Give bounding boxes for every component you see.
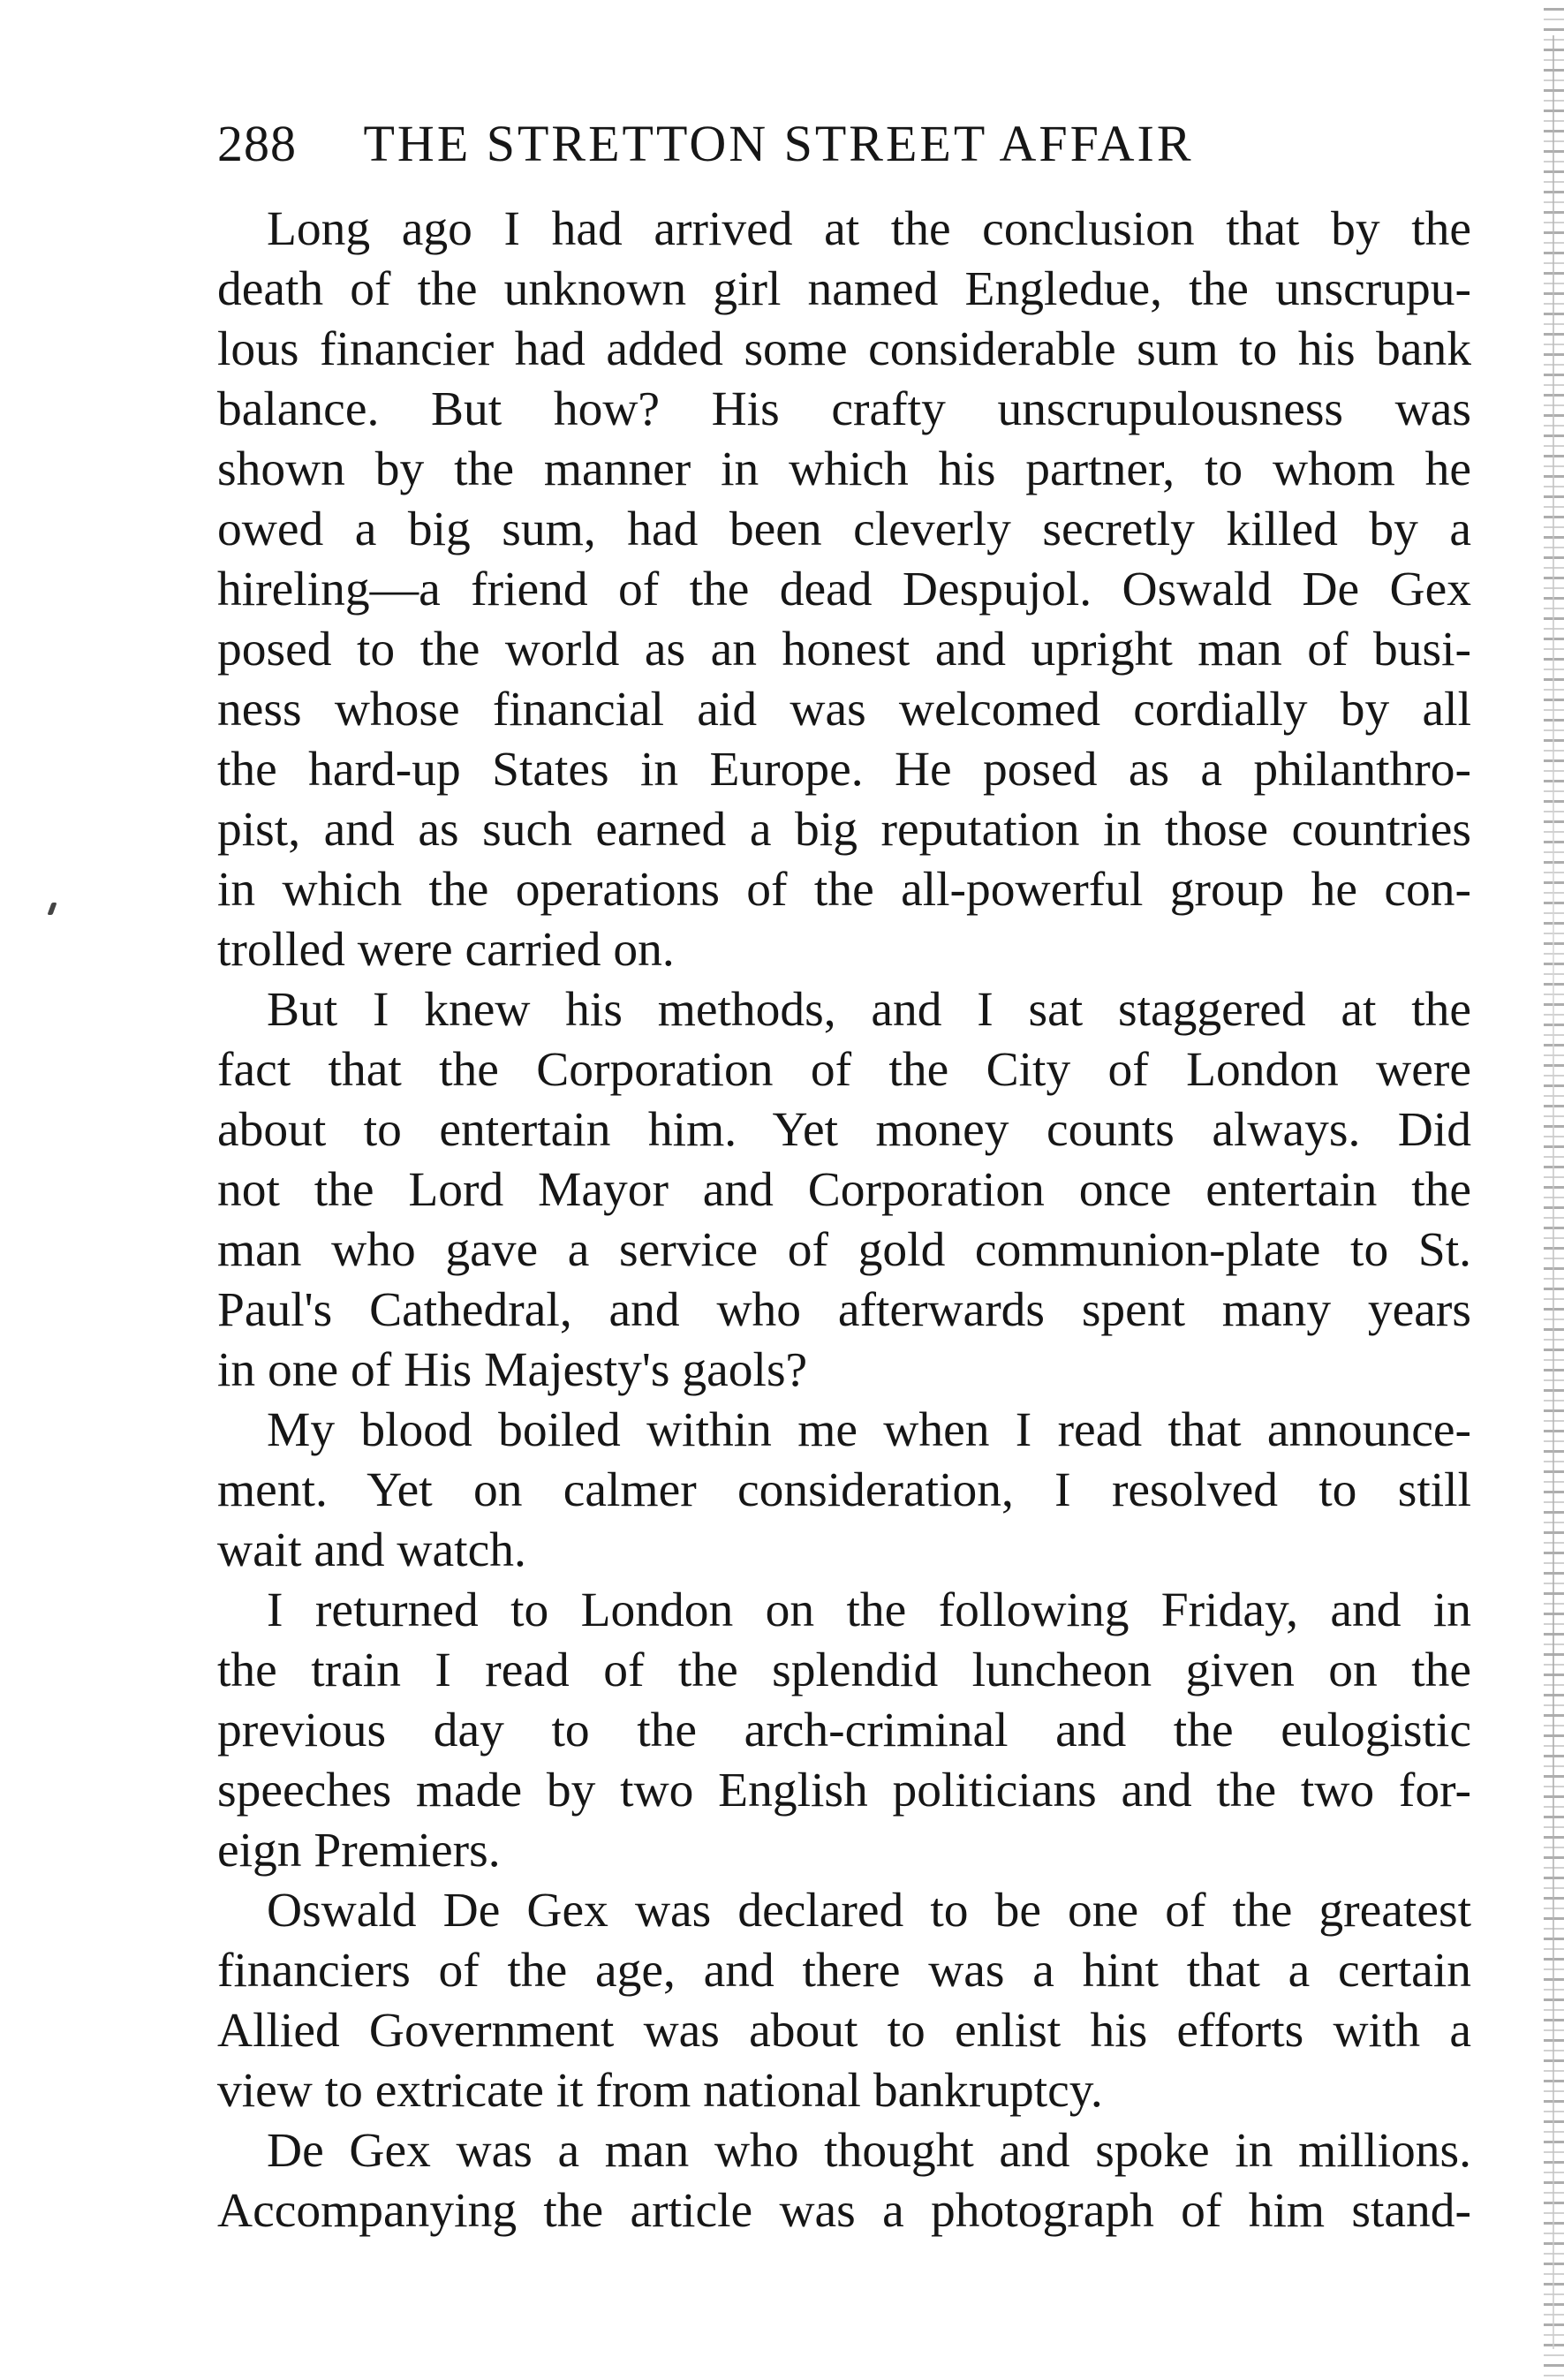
text-line: trolled were carried on. <box>217 923 675 977</box>
text-line: Accompanying the article was a photograph of him stand- <box>217 2184 1471 2238</box>
running-head: THE STRETTON STREET AFFAIR <box>363 115 1194 172</box>
text-line: pist, and as such earned a big reputation in those countries <box>217 803 1471 857</box>
text-line: in which the operations of the all-powerful group he con- <box>217 863 1471 917</box>
text-line: balance. But how? His crafty unscrupulousness was <box>217 382 1471 436</box>
text-line: I returned to London on the following Friday, and in <box>267 1583 1471 1637</box>
text-line: shown by the manner in which his partner, to whom he <box>217 442 1471 496</box>
page-header <box>217 113 1471 175</box>
text-line: owed a big sum, had been cleverly secretly killed by a <box>217 502 1471 556</box>
text-line: ment. Yet on calmer consideration, I resolved to still <box>217 1463 1471 1517</box>
text-line: posed to the world as an honest and upright man of busi- <box>217 623 1471 676</box>
text-line: Oswald De Gex was declared to be one of the greatest <box>267 1884 1471 1938</box>
text-line: De Gex was a man who thought and spoke in millions. <box>267 2124 1471 2178</box>
text-line: My blood boiled within me when I read that announce- <box>267 1403 1471 1457</box>
text-line: financiers of the age, and there was a hint that a certain <box>217 1944 1471 1998</box>
paragraph-5 <box>217 1881 1471 2121</box>
page-binding-line <box>1553 35 1554 2349</box>
body-text <box>217 200 1471 2241</box>
text-line: in one of His Majesty's gaols? <box>217 1343 808 1397</box>
text-line: fact that the Corporation of the City of London were <box>217 1043 1471 1097</box>
text-line: view to extricate it from national bankruptcy. <box>217 2064 1103 2118</box>
text-line: wait and watch. <box>217 1523 526 1577</box>
text-line: ness whose financial aid was welcomed cordially by all <box>217 683 1471 737</box>
paragraph-3 <box>217 1401 1471 1581</box>
paragraph-1 <box>217 200 1471 980</box>
text-line: lous financier had added some considerable sum to his bank <box>217 322 1471 376</box>
text-line: speeches made by two English politicians and the two for- <box>217 1764 1471 1817</box>
text-line: hireling—a friend of the dead Despujol. Oswald De Gex <box>217 563 1471 616</box>
ink-speck <box>47 903 57 915</box>
text-line: Allied Government was about to enlist his efforts with a <box>217 2004 1471 2058</box>
text-line: the train I read of the splendid luncheon given on the <box>217 1643 1471 1697</box>
text-line: Paul's Cathedral, and who afterwards spent many years <box>217 1283 1471 1337</box>
text-line: previous day to the arch-criminal and the eulogistic <box>217 1704 1471 1757</box>
paragraph-2 <box>217 980 1471 1401</box>
text-line: man who gave a service of gold communion-plate to St. <box>217 1223 1471 1277</box>
text-line: not the Lord Mayor and Corporation once entertain the <box>217 1163 1471 1217</box>
text-line: the hard-up States in Europe. He posed as a philanthro- <box>217 743 1471 797</box>
page-number: 288 <box>217 115 297 172</box>
text-line: eign Premiers. <box>217 1824 501 1878</box>
text-line: about to entertain him. Yet money counts always. Did <box>217 1103 1471 1157</box>
text-line: death of the unknown girl named Engledue, the unscrupu- <box>217 262 1471 316</box>
text-line: Long ago I had arrived at the conclusion that by the <box>267 202 1471 256</box>
text-line: But I knew his methods, and I sat staggered at the <box>267 983 1471 1037</box>
paragraph-4 <box>217 1581 1471 1881</box>
paragraph-6 <box>217 2121 1471 2241</box>
